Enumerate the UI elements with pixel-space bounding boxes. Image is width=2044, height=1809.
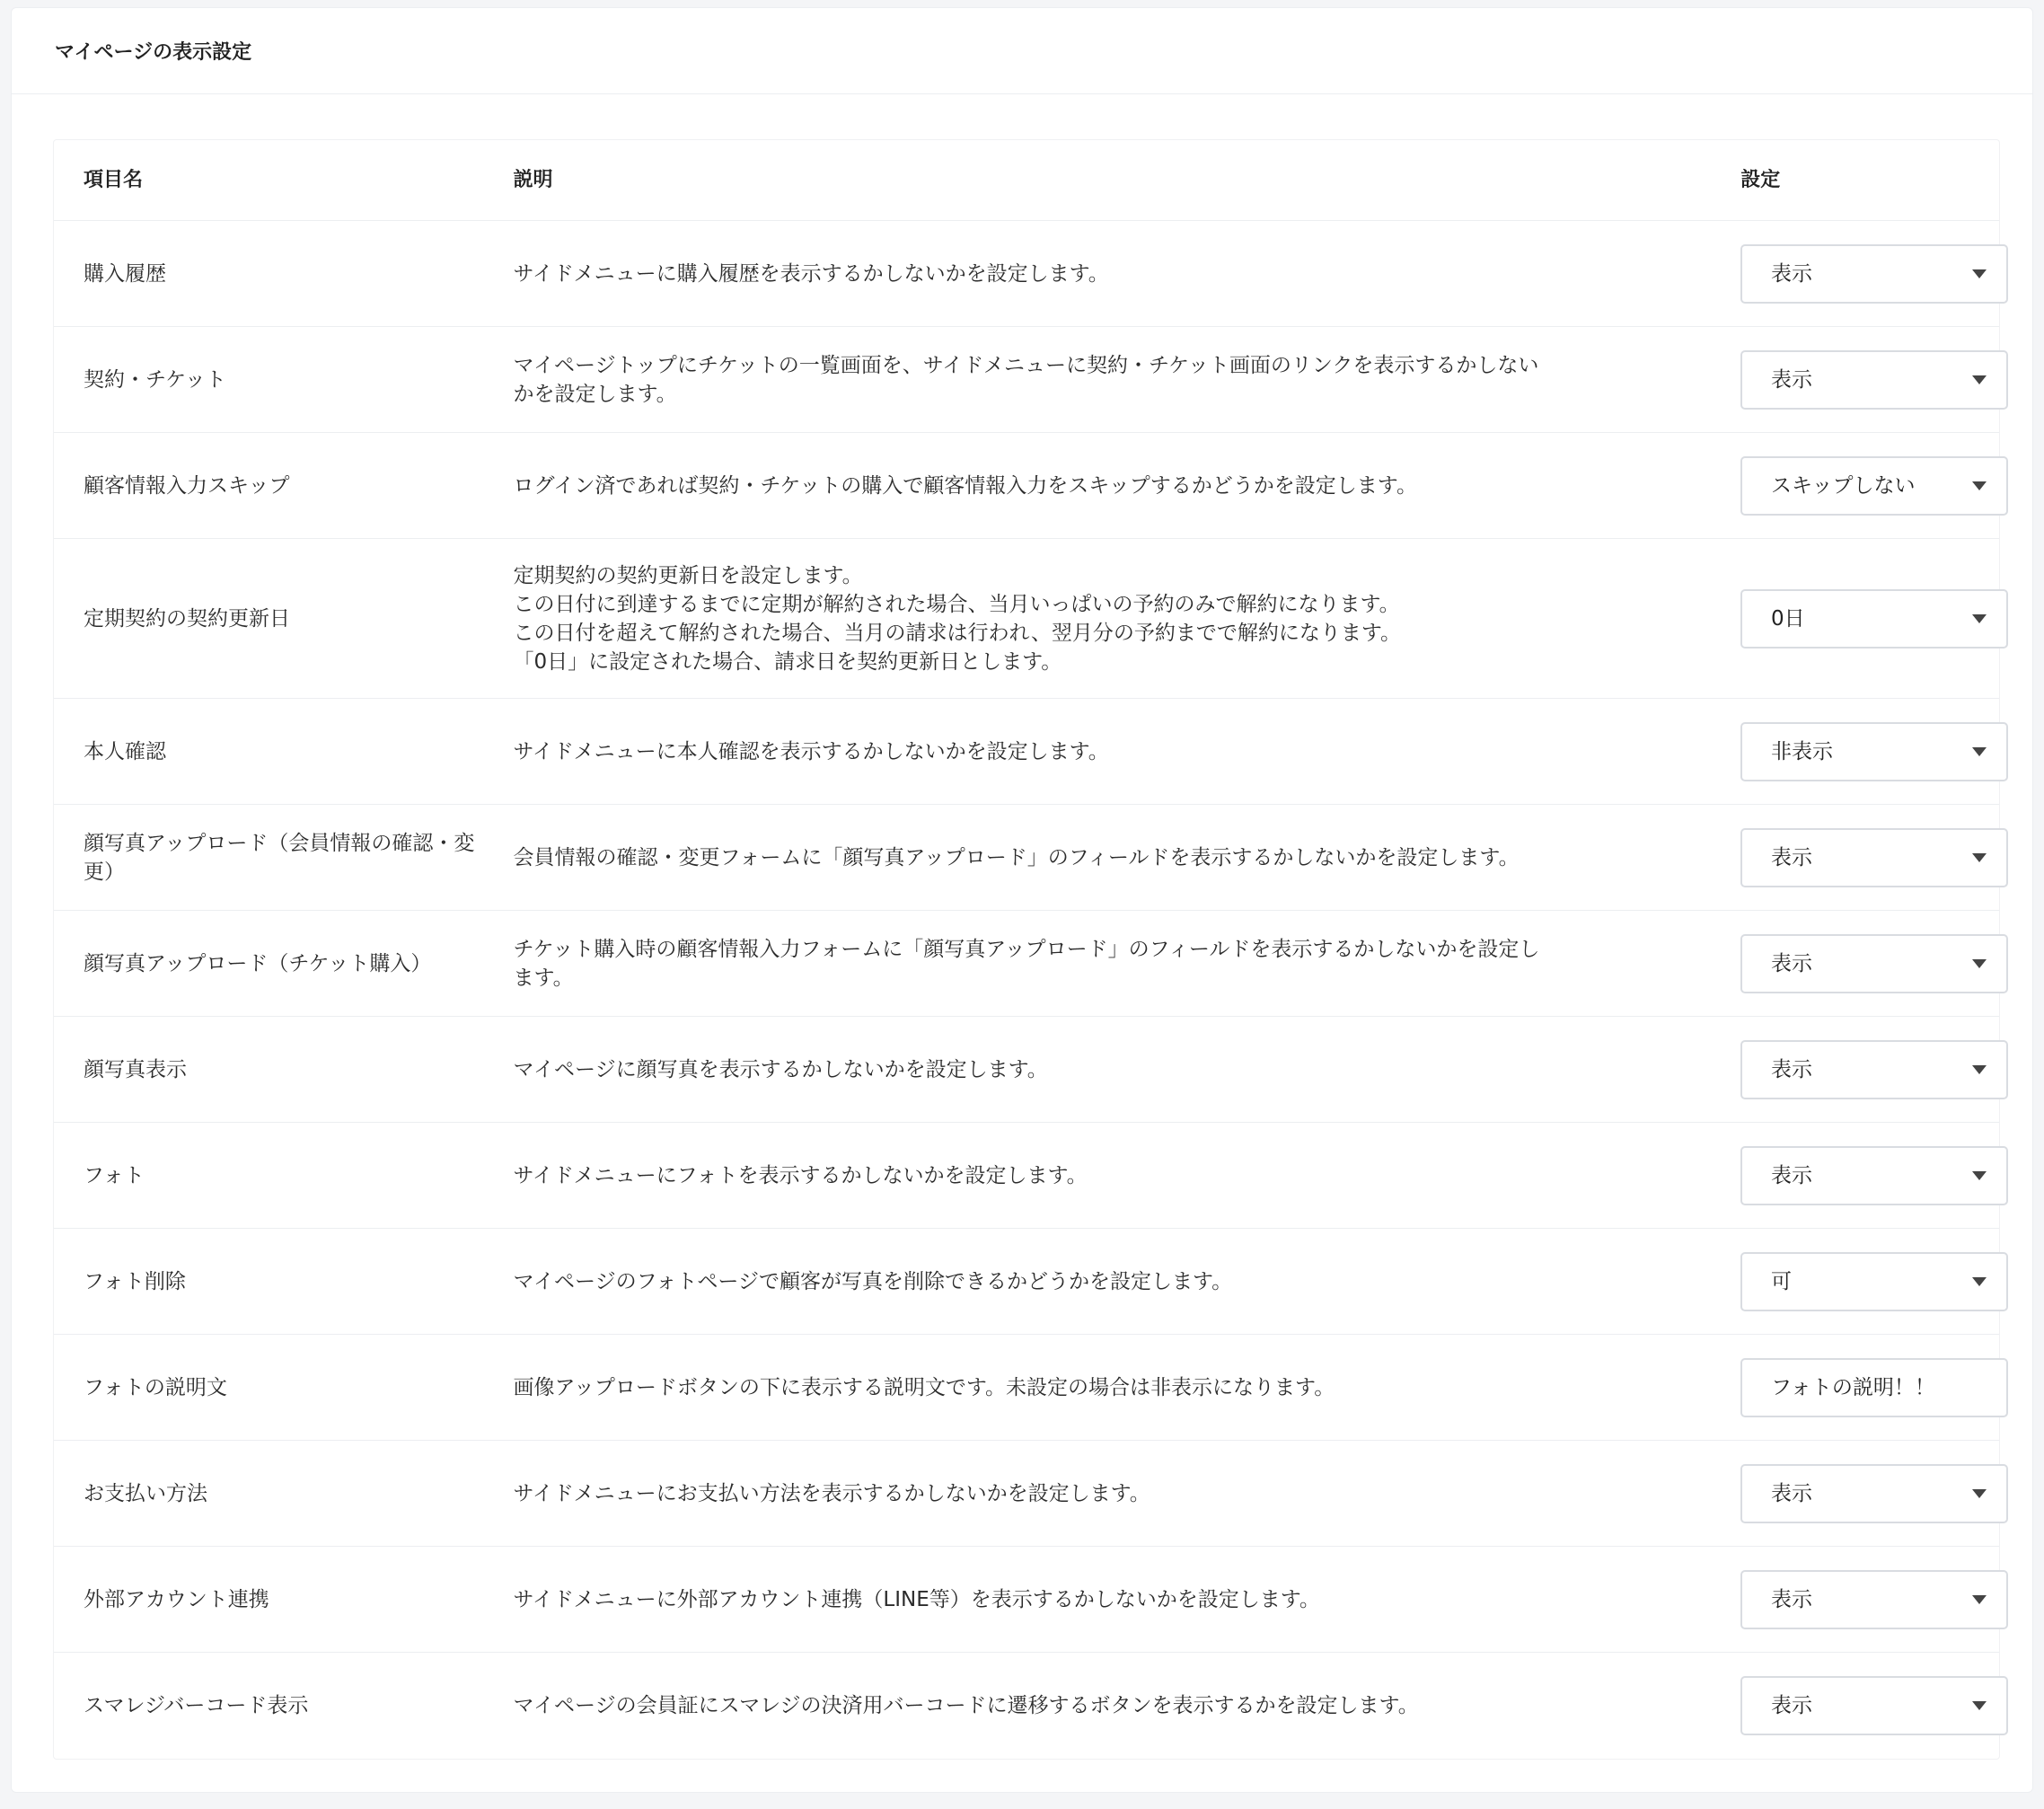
setting-control-cell <box>1740 722 1999 781</box>
setting-control-cell <box>1740 589 1999 649</box>
chevron-down-icon <box>1972 614 1987 623</box>
table-body <box>54 221 1999 1759</box>
setting-select[interactable] <box>1740 1040 2008 1099</box>
setting-description <box>513 737 1740 766</box>
chevron-down-icon <box>1972 1171 1987 1180</box>
table-row <box>54 1229 1999 1335</box>
table-row <box>54 433 1999 539</box>
select-value: 表示 <box>1771 1163 1812 1187</box>
description-line: ログイン済であれば契約・チケットの購入で顧客情報入力をスキップするかどうかを設定します。 <box>513 473 1417 498</box>
setting-control-cell <box>1740 1570 1999 1629</box>
setting-select[interactable] <box>1740 1570 2008 1629</box>
description-line: かを設定します。 <box>513 382 677 406</box>
description-line: マイページに顔写真を表示するかしないかを設定します。 <box>513 1057 1048 1081</box>
setting-text-input[interactable] <box>1740 1358 2008 1417</box>
setting-control-cell <box>1740 1252 1999 1311</box>
setting-control-cell <box>1740 1358 1999 1417</box>
setting-control-cell <box>1740 1676 1999 1735</box>
table-row <box>54 1017 1999 1123</box>
setting-description <box>513 260 1740 288</box>
chevron-down-icon <box>1972 747 1987 756</box>
setting-description <box>513 1479 1740 1508</box>
input-value: フォトの説明！！ <box>1771 1375 1935 1399</box>
table-header-row <box>54 140 1999 221</box>
column-header-setting: 設定 <box>1740 168 1781 191</box>
select-value: 表示 <box>1771 261 1812 286</box>
description-line: サイドメニューに外部アカウント連携（LINE等）を表示するかしないかを設定します。 <box>513 1587 1320 1611</box>
setting-description <box>513 351 1740 409</box>
description-line: 会員情報の確認・変更フォームに「顔写真アップロード」のフィールドを表示するかしないかを設定します。 <box>513 845 1520 869</box>
description-line: 画像アップロードボタンの下に表示する説明文です。未設定の場合は非表示になります。 <box>513 1375 1335 1399</box>
description-line: サイドメニューにフォトを表示するかしないかを設定します。 <box>513 1163 1088 1187</box>
setting-name: お支払い方法 <box>84 1481 207 1505</box>
table-row <box>54 1441 1999 1547</box>
setting-description <box>513 935 1740 993</box>
setting-name: フォト削除 <box>84 1269 186 1293</box>
description-line: 定期契約の契約更新日を設定します。 <box>513 563 863 587</box>
setting-name: 定期契約の契約更新日 <box>84 606 290 631</box>
setting-control-cell <box>1740 244 1999 304</box>
setting-select[interactable] <box>1740 1676 2008 1735</box>
setting-name: 顔写真アップロード（チケット購入） <box>84 951 432 975</box>
chevron-down-icon <box>1972 1277 1987 1286</box>
select-value: 非表示 <box>1771 739 1833 763</box>
setting-control-cell <box>1740 456 1999 516</box>
chevron-down-icon <box>1972 853 1987 862</box>
description-line: サイドメニューに本人確認を表示するかしないかを設定します。 <box>513 739 1109 763</box>
table-row <box>54 805 1999 911</box>
select-value: 表示 <box>1771 845 1812 869</box>
setting-name: 本人確認 <box>84 739 166 763</box>
table-row <box>54 1653 1999 1759</box>
table-row <box>54 699 1999 805</box>
setting-control-cell <box>1740 1040 1999 1099</box>
setting-name: 顧客情報入力スキップ <box>84 473 290 498</box>
description-line: この日付に到達するまでに定期が解約された場合、当月いっぱいの予約のみで解約になります。 <box>513 592 1400 616</box>
setting-select[interactable] <box>1740 350 2008 410</box>
chevron-down-icon <box>1972 375 1987 384</box>
setting-select[interactable] <box>1740 1252 2008 1311</box>
setting-select[interactable] <box>1740 828 2008 887</box>
select-value: 表示 <box>1771 951 1812 975</box>
column-header-description: 説明 <box>513 168 553 191</box>
setting-name: 外部アカウント連携 <box>84 1587 269 1611</box>
description-line: マイページのフォトページで顧客が写真を削除できるかどうかを設定します。 <box>513 1269 1233 1293</box>
select-value: 表示 <box>1771 1057 1812 1081</box>
chevron-down-icon <box>1972 1065 1987 1074</box>
setting-control-cell <box>1740 828 1999 887</box>
setting-control-cell <box>1740 934 1999 993</box>
select-value: 0日 <box>1771 606 1805 631</box>
settings-table <box>53 139 2000 1760</box>
setting-control-cell <box>1740 1464 1999 1523</box>
setting-name: スマレジバーコード表示 <box>84 1694 309 1717</box>
chevron-down-icon <box>1972 1595 1987 1604</box>
description-line: マイページトップにチケットの一覧画面を、サイドメニューに契約・チケット画面のリンクを表示するかしない <box>513 353 1539 377</box>
chevron-down-icon <box>1972 959 1987 968</box>
table-row <box>54 539 1999 699</box>
setting-description <box>513 1373 1740 1402</box>
setting-description <box>513 1691 1740 1720</box>
description-line: 「0日」に設定された場合、請求日を契約更新日とします。 <box>513 649 1062 674</box>
setting-name: 契約・チケット <box>84 367 226 392</box>
select-value: スキップしない <box>1771 473 1916 498</box>
select-value: 可 <box>1771 1269 1792 1293</box>
setting-select[interactable] <box>1740 244 2008 304</box>
setting-select[interactable] <box>1740 589 2008 649</box>
select-value: 表示 <box>1771 1587 1812 1611</box>
setting-name: 顔写真アップロード（会員情報の確認・変更） <box>84 831 475 884</box>
setting-name: フォト <box>84 1163 145 1187</box>
chevron-down-icon <box>1972 1489 1987 1498</box>
setting-control-cell <box>1740 1146 1999 1205</box>
setting-select[interactable] <box>1740 1464 2008 1523</box>
table-row <box>54 911 1999 1017</box>
setting-select[interactable] <box>1740 722 2008 781</box>
setting-select[interactable] <box>1740 1146 2008 1205</box>
table-row <box>54 1123 1999 1229</box>
column-header-name: 項目名 <box>84 168 144 191</box>
select-value: 表示 <box>1771 1481 1812 1505</box>
table-row <box>54 1335 1999 1441</box>
table-row <box>54 327 1999 433</box>
chevron-down-icon <box>1972 481 1987 490</box>
setting-description <box>513 1161 1740 1190</box>
setting-description <box>513 472 1740 500</box>
description-line: マイページの会員証にスマレジの決済用バーコードに遷移するボタンを表示するかを設定します。 <box>513 1694 1419 1717</box>
description-line: この日付を超えて解約された場合、当月の請求は行われ、翌月分の予約までで解約になります。 <box>513 621 1402 645</box>
setting-description <box>513 1267 1740 1296</box>
description-line: サイドメニューに購入履歴を表示するかしないかを設定します。 <box>513 261 1109 286</box>
setting-description <box>513 561 1740 676</box>
setting-name: 購入履歴 <box>84 261 166 286</box>
setting-name: 顔写真表示 <box>84 1057 187 1081</box>
settings-card <box>11 7 2033 1793</box>
setting-control-cell <box>1740 350 1999 410</box>
setting-description <box>513 1055 1740 1084</box>
setting-description <box>513 1585 1740 1614</box>
select-value: 表示 <box>1771 367 1812 392</box>
card-header <box>12 8 2032 94</box>
table-row <box>54 1547 1999 1653</box>
description-line: チケット購入時の顧客情報入力フォームに「顔写真アップロード」のフィールドを表示するかしないかを設定し <box>513 937 1540 961</box>
chevron-down-icon <box>1972 1701 1987 1710</box>
chevron-down-icon <box>1972 269 1987 278</box>
setting-select[interactable] <box>1740 934 2008 993</box>
setting-description <box>513 843 1740 872</box>
page-title: マイページの表示設定 <box>55 41 252 64</box>
select-value: 表示 <box>1771 1694 1812 1717</box>
table-row <box>54 221 1999 327</box>
setting-name: フォトの説明文 <box>84 1375 227 1399</box>
description-line: サイドメニューにお支払い方法を表示するかしないかを設定します。 <box>513 1481 1150 1505</box>
description-line: ます。 <box>513 966 574 990</box>
setting-select[interactable] <box>1740 456 2008 516</box>
